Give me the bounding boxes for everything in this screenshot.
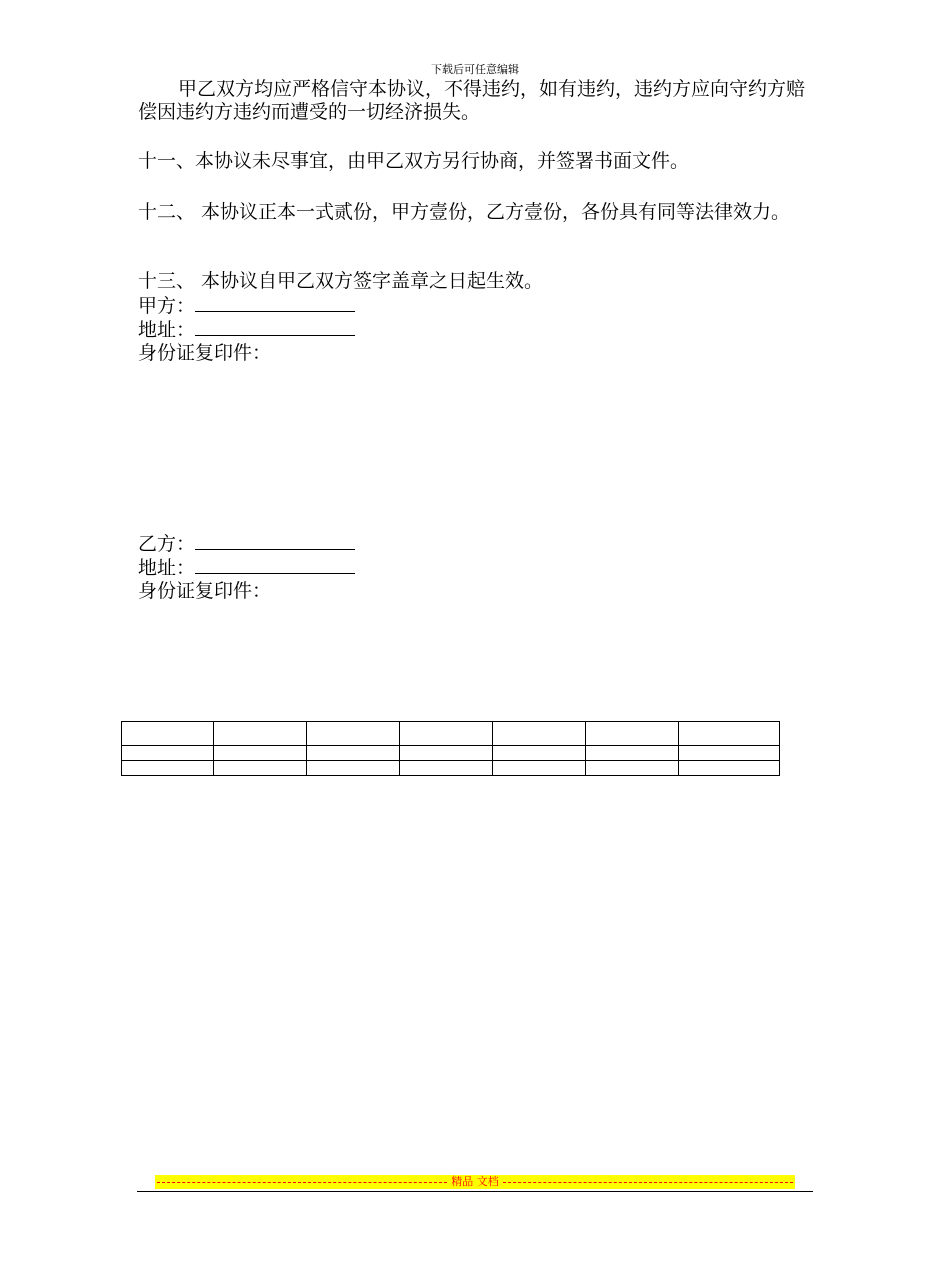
table-cell	[493, 761, 586, 776]
party-b-address-label: 地址：	[138, 557, 196, 579]
table-cell	[122, 761, 214, 776]
table-cell	[679, 761, 780, 776]
party-b-address-blank[interactable]	[195, 556, 355, 574]
footer-rule	[137, 1191, 813, 1192]
table-cell	[586, 722, 679, 746]
footer-dash-left	[157, 1182, 447, 1183]
party-b-label: 乙方：	[138, 533, 196, 555]
table-cell	[307, 746, 400, 761]
table-cell	[679, 722, 780, 746]
party-a-address-label: 地址：	[138, 319, 196, 341]
table-row	[122, 722, 780, 746]
party-a-id-label: 身份证复印件：	[138, 342, 272, 364]
party-b-blank[interactable]	[195, 532, 355, 550]
table-cell	[122, 746, 214, 761]
clause-13: 十三、 本协议自甲乙双方签字盖章之日起生效。	[138, 270, 544, 292]
footer-dash-right	[503, 1182, 793, 1183]
table-cell	[586, 761, 679, 776]
clause-11: 十一、本协议未尽事宜，由甲乙双方另行协商，并签署书面文件。	[138, 150, 690, 172]
party-b-field	[138, 532, 355, 556]
party-a-label: 甲方：	[138, 295, 196, 317]
table-cell	[307, 722, 400, 746]
clause-12: 十二、 本协议正本一式贰份，甲方壹份，乙方壹份，各份具有同等法律效力。	[138, 201, 791, 223]
footer-text: 精品 文档	[451, 1175, 499, 1188]
party-b-address-field	[138, 556, 355, 580]
party-b-id-copy	[138, 580, 271, 603]
table-cell	[214, 761, 307, 776]
table-cell	[214, 746, 307, 761]
table-cell	[307, 761, 400, 776]
page-header: 下载后可任意编辑	[431, 63, 519, 76]
table-cell	[122, 722, 214, 746]
table-row	[122, 761, 780, 776]
party-a-address-blank[interactable]	[195, 318, 355, 336]
empty-table	[121, 721, 780, 776]
party-a-field	[138, 294, 355, 318]
table-row	[122, 746, 780, 761]
table-cell	[586, 746, 679, 761]
footer-banner	[155, 1175, 795, 1189]
table-cell	[214, 722, 307, 746]
table-cell	[493, 722, 586, 746]
table-cell	[400, 746, 493, 761]
table-cell	[679, 746, 780, 761]
table-cell	[493, 746, 586, 761]
party-a-blank[interactable]	[195, 294, 355, 312]
party-b-id-label: 身份证复印件：	[138, 580, 272, 602]
party-a-id-copy	[138, 342, 271, 365]
table-cell	[400, 722, 493, 746]
table-cell	[400, 761, 493, 776]
paragraph-breach: 甲乙双方均应严格信守本协议，不得违约，如有违约，违约方应向守约方赔偿因违约方违约而遭受的一切经济损失。	[138, 78, 806, 123]
party-a-address-field	[138, 318, 355, 342]
